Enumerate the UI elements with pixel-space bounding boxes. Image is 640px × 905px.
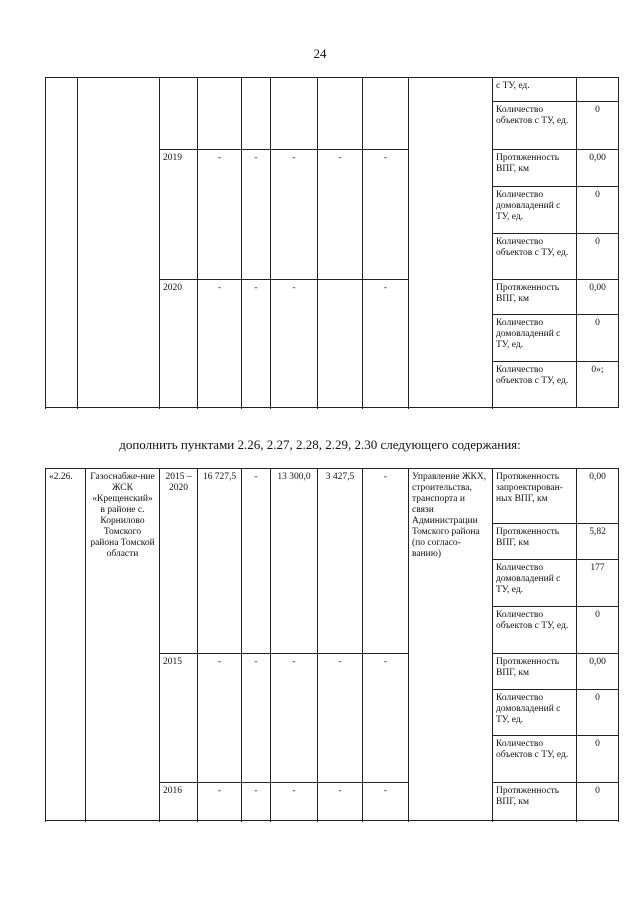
intro-text: дополнить пунктами 2.26, 2.27, 2.28, 2.29, 2.30 следующего содержания: [119, 437, 521, 452]
fin-cell [318, 280, 363, 408]
cell-year [160, 78, 198, 150]
indicator-cell: Количество домовладений с ТУ, ед. [493, 690, 577, 736]
fin-cell: - [271, 280, 318, 408]
fin-cell: - [242, 150, 271, 280]
item-executor: Управление ЖКХ, строительства, транспорта и связи Администрации Томского района (по согласо-ванию) [409, 469, 493, 821]
cell-fin [318, 78, 363, 150]
indicator-cell: с ТУ, ед. [493, 78, 577, 102]
value-cell: 0»; [577, 362, 619, 408]
cell-fin [242, 78, 271, 150]
fin-cell: - [198, 280, 242, 408]
value-cell: 0 [577, 690, 619, 736]
fin-cell: 16 727,5 [198, 469, 242, 654]
indicator-cell: Количество объектов с ТУ, ед. [493, 736, 577, 783]
year-cell: 2019 [160, 150, 198, 280]
value-cell: 0 [577, 234, 619, 280]
value-cell: 0,00 [577, 654, 619, 690]
cell-fin [271, 78, 318, 150]
value-cell: 0,00 [577, 150, 619, 187]
value-cell: 0,00 [577, 469, 619, 524]
fin-cell: - [363, 469, 409, 654]
year-cell: 2015 [160, 654, 198, 783]
indicator-cell: Количество объектов с ТУ, ед. [493, 607, 577, 654]
year-cell: 2020 [160, 280, 198, 408]
indicator-cell: Протяженность ВПГ, км [493, 280, 577, 315]
fin-cell: - [271, 150, 318, 280]
fin-cell: - [363, 783, 409, 821]
fin-cell: 13 300,0 [271, 469, 318, 654]
fin-cell: - [271, 783, 318, 821]
fin-cell: - [271, 654, 318, 783]
value-cell: 0 [577, 736, 619, 783]
value-cell: 0 [577, 607, 619, 654]
value-cell: 0 [577, 315, 619, 362]
fin-cell: 3 427,5 [318, 469, 363, 654]
indicator-cell: Протяженность ВПГ, км [493, 783, 577, 821]
value-cell: 0,00 [577, 280, 619, 315]
fin-cell: - [242, 654, 271, 783]
indicator-cell: Протяженность запроектирован-ных ВПГ, км [493, 469, 577, 524]
indicator-cell: Количество домовладений с ТУ, ед. [493, 315, 577, 362]
item-number: «2.26. [46, 469, 86, 821]
indicator-cell: Количество объектов с ТУ, ед. [493, 362, 577, 408]
fin-cell: - [198, 783, 242, 821]
item-name: Газоснабже-ние ЖСК «Крещенский» в районе с. Корнилово Томского района Томской области [86, 469, 160, 821]
fin-cell: - [363, 654, 409, 783]
indicator-cell: Протяженность ВПГ, км [493, 654, 577, 690]
program-table-continued [45, 77, 619, 408]
value-cell: 0 [577, 783, 619, 821]
fin-cell: - [198, 654, 242, 783]
value-cell [577, 78, 619, 102]
fin-cell: - [198, 150, 242, 280]
value-cell: 177 [577, 560, 619, 607]
value-cell: 0 [577, 102, 619, 150]
indicator-cell: Количество домовладений с ТУ, ед. [493, 560, 577, 607]
fin-cell: - [318, 783, 363, 821]
value-cell: 5,82 [577, 524, 619, 560]
fin-cell: - [242, 469, 271, 654]
program-table-new-items [45, 468, 619, 821]
fin-cell: - [242, 783, 271, 821]
cell-executor [409, 78, 493, 408]
fin-cell: - [363, 150, 409, 280]
indicator-cell: Количество объектов с ТУ, ед. [493, 102, 577, 150]
fin-cell: - [242, 280, 271, 408]
year-cell: 2015 – 2020 [160, 469, 198, 654]
page-number: 24 [313, 46, 327, 61]
cell-fin [363, 78, 409, 150]
indicator-cell: Протяженность ВПГ, км [493, 150, 577, 187]
value-cell: 0 [577, 187, 619, 234]
cell-name [78, 78, 160, 408]
cell-num [46, 78, 78, 408]
cell-fin [198, 78, 242, 150]
year-cell: 2016 [160, 783, 198, 821]
fin-cell: - [318, 150, 363, 280]
indicator-cell: Количество объектов с ТУ, ед. [493, 234, 577, 280]
indicator-cell: Протяженность ВПГ, км [493, 524, 577, 560]
indicator-cell: Количество домовладений с ТУ, ед. [493, 187, 577, 234]
fin-cell: - [363, 280, 409, 408]
fin-cell: - [318, 654, 363, 783]
